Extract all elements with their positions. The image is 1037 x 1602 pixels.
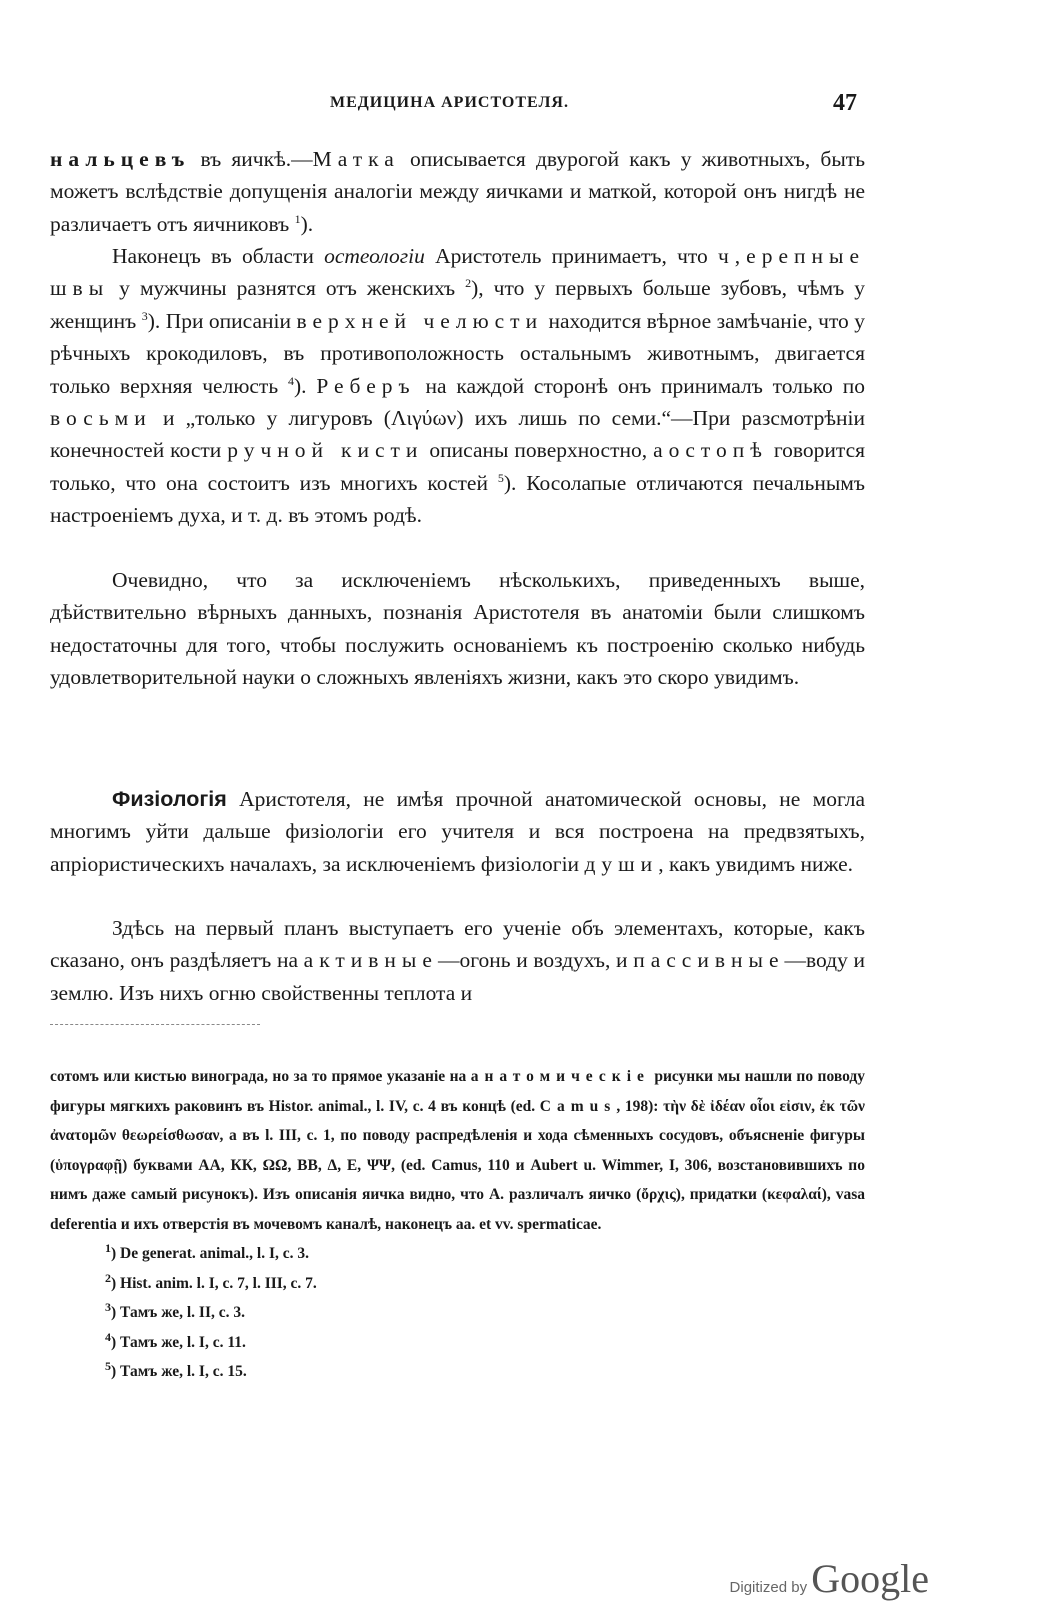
footnote-text: ) De generat. animal., l. I, c. 3. bbox=[111, 1245, 310, 1262]
emphasis-text: нальцевъ bbox=[50, 147, 191, 171]
greek-word: Λιγύων bbox=[390, 406, 457, 431]
text-run: описывается двурогой какъ у животныхъ, быть можетъ вслѣдствіе допущенія аналогіи между яичками и маткой, которой онъ нигдѣ не различаетъ отъ яичниковъ bbox=[50, 147, 865, 236]
paragraph-4 bbox=[50, 783, 865, 880]
text-run: и „только у лигуровъ ( bbox=[151, 406, 391, 431]
footnote-ref: 1 bbox=[294, 211, 301, 226]
text-run: рисунки мы нашли по поводу фигуры мягкихъ раковинъ въ Histor. animal., l. IV, c. 4 въ концѣ (ed. bbox=[50, 1068, 865, 1115]
text-run: въ яичкѣ.— bbox=[190, 147, 313, 171]
text-run: ), что у первыхъ больше зубовъ, чѣмъ у женщинъ bbox=[50, 276, 865, 333]
footnote-ref: 5 bbox=[497, 470, 504, 485]
emphasis-text: активные bbox=[303, 948, 438, 973]
footnote-divider bbox=[50, 1024, 260, 1026]
footnote-mark: 2 bbox=[105, 1270, 111, 1285]
text-run: , какъ увидимъ ниже. bbox=[658, 851, 854, 876]
page-number: 47 bbox=[833, 90, 857, 116]
emphasis-text: анатомическіе bbox=[470, 1068, 650, 1085]
footnote-item bbox=[105, 1269, 865, 1299]
emphasis-text: души bbox=[584, 851, 659, 876]
text-run: Здѣсь на первый планъ выступаетъ его ученіе объ элементахъ, которые, какъ сказано, онъ раздѣляетъ на bbox=[50, 916, 865, 973]
emphasis-text: стопѣ bbox=[685, 438, 768, 463]
running-title: МЕДИЦИНА АРИСТОТЕЛЯ. bbox=[330, 94, 569, 111]
footnote-text: ) Тамъ же, l. I, c. 11. bbox=[111, 1333, 246, 1351]
text-run: на каждой сторонѣ онъ принималъ только по bbox=[415, 373, 865, 398]
footnote-text: ) Тамъ же, l. I, c. 15. bbox=[111, 1363, 247, 1380]
text-run: сотомъ или кистью винограда, но за то прямое указаніе на bbox=[50, 1068, 471, 1085]
text-run: ). bbox=[293, 373, 317, 398]
watermark-prefix: Digitized by bbox=[729, 1579, 812, 1596]
digitized-watermark bbox=[730, 1555, 929, 1602]
paragraph-1 bbox=[50, 143, 865, 240]
emphasis-text: Реберъ bbox=[316, 373, 416, 398]
footnote-mark: 1 bbox=[105, 1240, 111, 1255]
text-run: ). При описаніи bbox=[147, 308, 297, 333]
footnote-item bbox=[105, 1328, 865, 1358]
text-run: —воду и землю. Изъ нихъ огню свойственны теплота и bbox=[50, 948, 866, 1005]
footnote-item bbox=[105, 1357, 865, 1387]
emphasis-text: пассивные bbox=[633, 948, 785, 973]
footnote-ref: 2 bbox=[465, 276, 472, 291]
text-run: говорится только, что она состоитъ изъ многихъ костей bbox=[50, 438, 866, 495]
footnote-item bbox=[105, 1239, 865, 1269]
emphasis-text: верхней челюсти bbox=[296, 308, 544, 333]
paragraph-5 bbox=[50, 912, 865, 1009]
text-run: находится вѣрное замѣчаніе, что у рѣчныхъ крокодиловъ, въ противоположность остальнымъ животнымъ, двигается только верхняя челюсть bbox=[50, 308, 865, 398]
emphasis-text: восьми bbox=[50, 406, 152, 431]
footnote-text: ) Тамъ же, l. II, c. 3. bbox=[111, 1304, 245, 1321]
italic-term: остеологіи bbox=[324, 244, 425, 268]
text-run: Аристотель принимаетъ, что bbox=[424, 244, 718, 268]
text-run: , 198): τὴν δὲ ἰδέαν οἷοι εἰσιν, ἐκ τῶν ἀνατομῶν θεωρείσθωσαν, а въ l. III, c. 1, по поводу распредѣленія и хода сѣменныхъ сосудовъ, объясненіе фигуры (ὑπογραφῇ) буквами АА, КК, ΩΩ, ВВ, Δ, Е, ΨΨ, (ed. Camus, 110 и Aubert u. Wimmer, I, 306, возстановившихъ по нимъ даже самый рисунокъ). Изъ описанія яичка видно, что А. различалъ яичко (ὄρχις), придатки (κεφαλαί), vasa deferentia и ихъ отверстія въ мочевомъ каналѣ, наконецъ аа. et vv. spermaticae. bbox=[50, 1097, 865, 1233]
footnote-continuation bbox=[50, 1062, 865, 1239]
emphasis-text: ручной кисти bbox=[227, 438, 424, 463]
section-heading: Физіологія bbox=[112, 787, 227, 811]
paragraph-3 bbox=[50, 564, 865, 694]
text-run: ) ихъ лишь по семи.“—При разсмотрѣніи конечностей кости bbox=[50, 406, 865, 463]
footnote-text: ) Hist. anim. l. I, c. 7, l. III, c. 7. bbox=[111, 1274, 317, 1292]
text-run: ). Косолапые отличаются печальнымъ настроеніемъ духа, и т. д. въ этомъ родѣ. bbox=[50, 470, 865, 528]
emphasis-text: Camus bbox=[539, 1097, 617, 1115]
text-run: у мужчины разнятся отъ женскихъ bbox=[109, 276, 466, 301]
text-run: Аристотеля, не имѣя прочной анатомической основы, не могла многимъ уйти дальше физіологіи его учителя и вся построена на предвзятыхъ, апріористическихъ началахъ, за исключеніемъ физіологіи bbox=[50, 787, 865, 876]
page-header bbox=[50, 90, 865, 120]
footnote-mark: 3 bbox=[105, 1299, 111, 1314]
footnote-mark: 4 bbox=[105, 1329, 111, 1344]
text-run: описаны поверхностно, а о bbox=[423, 438, 686, 463]
text-run: Наконецъ въ области bbox=[112, 244, 325, 268]
footnotes bbox=[50, 1062, 865, 1387]
paragraph-3-text: Очевидно, что за исключеніемъ нѣсколькихъ, приведенныхъ выше, дѣйствительно вѣрныхъ данныхъ, познанія Аристотеля въ анатоміи были слишкомъ недостаточны для того, чтобы послужить основаніемъ къ построенію сколько нибудь удовлетворительной науки о сложныхъ явленіяхъ жизни, какъ это скоро увидимъ. bbox=[50, 568, 865, 690]
emphasis-text: Матка bbox=[312, 147, 400, 171]
footnote-ref: 3 bbox=[141, 308, 148, 323]
paragraph-2 bbox=[50, 240, 865, 532]
footnote-item bbox=[105, 1298, 865, 1328]
emphasis-text: ч,ерепные швы bbox=[50, 244, 865, 301]
footnote-list bbox=[50, 1239, 865, 1387]
footnote-ref: 4 bbox=[287, 373, 294, 388]
text-run: —огонь и воздухъ, и bbox=[437, 948, 634, 973]
footnote-mark: 5 bbox=[105, 1358, 111, 1373]
text-run: ). bbox=[300, 211, 314, 236]
google-logo: Google bbox=[811, 1556, 929, 1601]
